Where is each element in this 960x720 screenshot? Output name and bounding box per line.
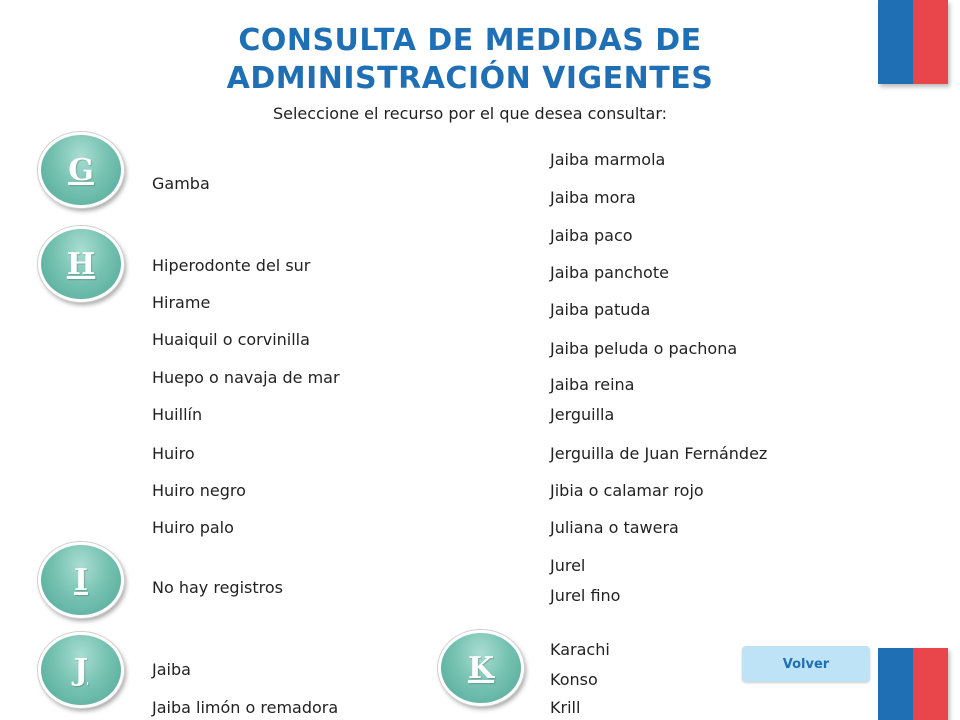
resource-item-juliana[interactable]: Juliana o tawera — [550, 518, 679, 537]
letter-h-label: H — [66, 246, 96, 282]
resource-item-huiro[interactable]: Huiro — [152, 444, 195, 463]
page-title — [120, 22, 820, 98]
letter-j-button[interactable] — [38, 632, 124, 708]
letter-k-button[interactable] — [438, 630, 524, 706]
resource-item-jurel[interactable]: Jurel — [550, 556, 586, 575]
page-subtitle: Seleccione el recurso por el que desea consultar: — [272, 104, 668, 123]
page-title-line2: ADMINISTRACIÓN VIGENTES — [226, 61, 714, 96]
volver-button[interactable]: Volver — [742, 646, 870, 682]
resource-item-jaiba-marmola[interactable]: Jaiba marmola — [550, 150, 666, 169]
chile-flag-top — [878, 0, 948, 84]
letter-i-label: I — [73, 562, 89, 598]
resource-item-hirame[interactable]: Hirame — [152, 293, 211, 312]
letter-i-button[interactable] — [38, 542, 124, 618]
page-title-line1: CONSULTA DE MEDIDAS DE — [238, 23, 702, 58]
letter-g-label: G — [68, 152, 94, 188]
resource-item-huaiquil[interactable]: Huaiquil o corvinilla — [152, 330, 310, 349]
chile-flag-bottom — [878, 648, 948, 720]
letter-g-button[interactable] — [38, 132, 124, 208]
resource-item-hiperodonte[interactable]: Hiperodonte del sur — [152, 256, 311, 275]
resource-item-jaiba-limon[interactable]: Jaiba limón o remadora — [152, 698, 339, 717]
resource-item-huillin[interactable]: Huillín — [152, 405, 203, 424]
resource-item-huiro-negro[interactable]: Huiro negro — [152, 481, 246, 500]
letter-h-button[interactable] — [38, 226, 124, 302]
resource-item-jaiba-panchote[interactable]: Jaiba panchote — [550, 263, 669, 282]
resource-item-jaiba-patuda[interactable]: Jaiba patuda — [550, 300, 651, 319]
resource-item-gamba[interactable]: Gamba — [152, 174, 210, 193]
letter-k-label: K — [467, 650, 495, 686]
resource-item-karachi[interactable]: Karachi — [550, 640, 610, 659]
resource-item-jibia[interactable]: Jibia o calamar rojo — [550, 481, 704, 500]
resource-item-jaiba-paco[interactable]: Jaiba paco — [550, 226, 633, 245]
resource-item-krill[interactable]: Krill — [550, 698, 581, 717]
resource-item-jaiba[interactable]: Jaiba — [152, 660, 191, 679]
resource-item-huepo[interactable]: Huepo o navaja de mar — [152, 368, 340, 387]
resource-item-jurel-fino[interactable]: Jurel fino — [550, 586, 621, 605]
resource-item-jerguilla-jf[interactable]: Jerguilla de Juan Fernández — [550, 444, 768, 463]
letter-j-label: J — [73, 652, 89, 688]
resource-item-huiro-palo[interactable]: Huiro palo — [152, 518, 234, 537]
resource-item-konso[interactable]: Konso — [550, 670, 598, 689]
resource-item-jaiba-peluda[interactable]: Jaiba peluda o pachona — [550, 339, 738, 358]
no-records-text: No hay registros — [152, 578, 283, 597]
resource-item-jerguilla[interactable]: Jerguilla — [550, 405, 615, 424]
resource-item-jaiba-reina[interactable]: Jaiba reina — [550, 375, 635, 394]
resource-item-jaiba-mora[interactable]: Jaiba mora — [550, 188, 636, 207]
